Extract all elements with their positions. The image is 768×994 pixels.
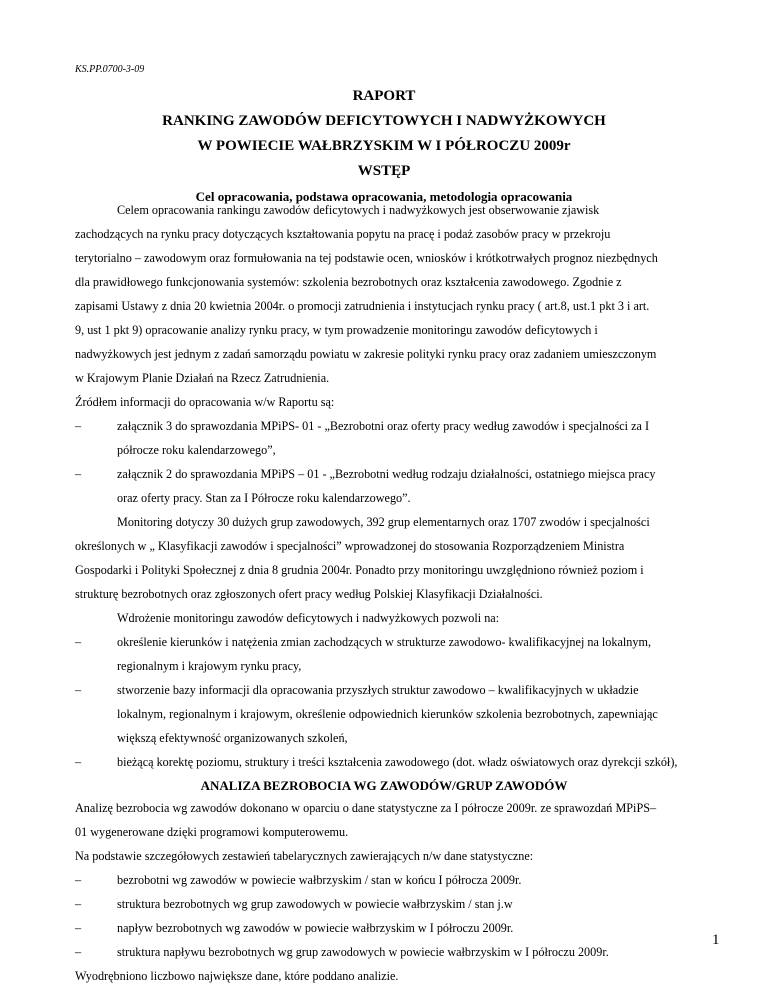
paragraph-line: Gospodarki i Polityki Społecznej z dnia 8 grudnia 2004r. Ponadto przy monitoringu uwzględniono również poziom i (75, 563, 644, 577)
list-item-line: większą efektywność organizowanych szkoleń, (117, 731, 348, 745)
dash-bullet: – (75, 467, 82, 481)
purpose-heading: Cel opracowania, podstawa opracowania, metodologia opracowania (195, 189, 573, 204)
paragraph-line: strukturę bezrobotnych oraz zgłoszonych ofert pracy według Polskiej Klasyfikacji Działalności. (75, 587, 543, 601)
list-item-line: struktura napływu bezrobotnych wg grup zawodowych w powiecie wałbrzyskim w I półroczu 2009r. (117, 945, 609, 959)
paragraph-line: Celem opracowania rankingu zawodów deficytowych i nadwyżkowych jest obserwowanie zjawisk (117, 203, 600, 217)
list-item-line: załącznik 3 do sprawozdania MPiPS- 01 - „Bezrobotni oraz oferty pracy według zawodów i specjalności za I (117, 419, 650, 433)
paragraph-line: określonych w „ Klasyfikacji zawodów i specjalności” wprowadzonej do stosowania Rozporządzeniem Ministra (75, 539, 625, 553)
paragraph-line: Wdrożenie monitoringu zawodów deficytowych i nadwyżkowych pozwoli na: (117, 611, 500, 625)
list-item-line: określenie kierunków i natężenia zmian zachodzących w strukturze zawodowo- kwalifikacyjnej na lokalnym, (117, 635, 652, 649)
paragraph-line: Monitoring dotyczy 30 dużych grup zawodowych, 392 grup elementarnych oraz 1707 zwodów i specjalności (117, 515, 650, 529)
paragraph-4 (75, 796, 695, 868)
dash-bullet: – (75, 635, 82, 649)
document-code: KS.PP.0700-3-09 (75, 64, 145, 75)
list-item-line: oraz oferty pracy. Stan za I Półrocze roku kalendarzowego”. (117, 491, 411, 505)
dash-bullet: – (75, 921, 82, 935)
paragraph-line: terytorialno – zawodowym oraz formułowania na tej podstawie ocen, wniosków i krótkotrwałych prognoz niezbędnych (75, 251, 658, 265)
list-item-line: struktura bezrobotnych wg grup zawodowych w powiecie wałbrzyskim / stan j.w (117, 897, 513, 911)
list-item-line: bieżącą korektę poziomu, struktury i treści kształcenia zawodowego (dot. władz oświatowych oraz dyrekcji szkół), (117, 755, 678, 769)
dash-bullet: – (75, 683, 82, 697)
sources-intro: Źródłem informacji do opracowania w/w Raportu są: (75, 395, 335, 409)
paragraph-2 (75, 510, 695, 630)
paragraph-line: Na podstawie szczegółowych zestawień tabelarycznych zawierających n/w dane statystyczne: (75, 849, 534, 863)
dash-bullet: – (75, 897, 82, 911)
paragraph-line: 9, ust 1 pkt 9) opracowanie analizy rynku pracy, w tym prowadzenie monitoringu zawodów deficytowych i (75, 323, 598, 337)
dash-bullet: – (75, 873, 82, 887)
paragraph-1 (75, 198, 695, 414)
title-line-1: RANKING ZAWODÓW DEFICYTOWYCH I NADWYŻKOWYCH (162, 113, 606, 129)
paragraph-line: zapisami Ustawy z dnia 20 kwietnia 2004r. o promocji zatrudnienia i instytucjach rynku pracy ( art.8, ust.1 pkt 3 i art. (75, 299, 650, 313)
list-item-line: stworzenie bazy informacji dla opracowania przyszłych struktur zawodowo – kwalifikacyjnych w układzie (117, 683, 639, 697)
dash-bullet: – (75, 419, 82, 433)
paragraph-line: Analizę bezrobocia wg zawodów dokonano w oparciu o dane statystyczne za I półrocze 2009r. ze sprawozdań MPiPS– (75, 801, 657, 815)
closing-line: Wyodrębniono liczbowo największe dane, które poddano analizie. (75, 969, 399, 983)
list-item-line: półrocze roku kalendarzowego”, (117, 443, 276, 457)
paragraph-line: dla prawidłowego funkcjonowania systemów: szkolenia bezrobotnych oraz kształcenia zawodowego. Zgodnie z (75, 275, 622, 289)
list-item-line: bezrobotni wg zawodów w powiecie wałbrzyskim / stan w końcu I półrocza 2009r. (117, 873, 522, 887)
paragraph-line: 01 wygenerowane dzięki programowi komputerowemu. (75, 825, 349, 839)
paragraph-line: zachodzących na rynku pracy dotyczących kształtowania popytu na pracę i podaż zasobów pracy w przekroju (75, 227, 611, 241)
list-item-line: regionalnym i krajowym rynku pracy, (117, 659, 302, 673)
list-item-line: napływ bezrobotnych wg zawodów w powiecie wałbrzyskim w I półroczu 2009r. (117, 921, 514, 935)
paragraph-line: nadwyżkowych jest jednym z zadań samorządu powiatu w zakresie polityki rynku pracy oraz zadaniem umieszczonym (75, 347, 657, 361)
title-line-2: W POWIECIE WAŁBRZYSKIM W I PÓŁROCZU 2009r (197, 138, 571, 154)
list-item-line: lokalnym, regionalnym i krajowym, określenie odpowiednich kierunków szkolenia bezrobotnych, zapewniając (117, 707, 658, 721)
dash-bullet: – (75, 945, 82, 959)
report-label: RAPORT (352, 88, 416, 104)
page-number: 1 (712, 932, 720, 948)
list-item-line: załącznik 2 do sprawozdania MPiPS – 01 - „Bezrobotni według rodzaju działalności, ostatniego miejsca pracy (117, 467, 656, 481)
intro-heading: WSTĘP (357, 163, 411, 179)
analysis-heading: ANALIZA BEZROBOCIA WG ZAWODÓW/GRUP ZAWODÓW (200, 778, 568, 793)
dash-bullet: – (75, 755, 82, 769)
paragraph-line: w Krajowym Planie Działań na Rzecz Zatrudnienia. (75, 371, 330, 385)
